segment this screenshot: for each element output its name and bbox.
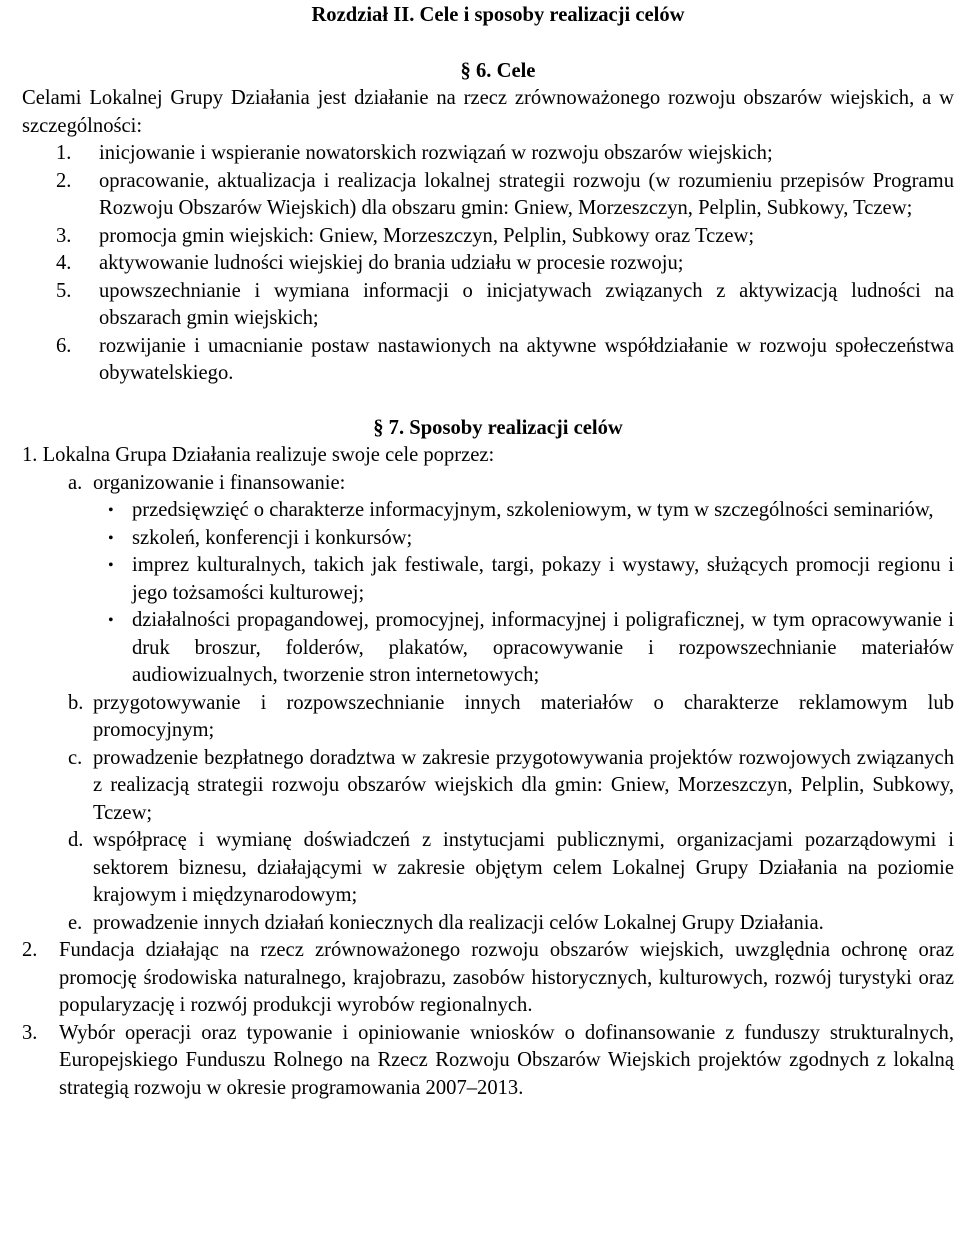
item-letter: d.	[68, 829, 84, 851]
item-number: 5.	[56, 279, 72, 302]
bullet-icon: •	[108, 529, 114, 547]
item-text: prowadzenie innych działań koniecznych dla realizacji celów Lokalnej Grupy Działania.	[93, 911, 824, 934]
item-letter: e.	[68, 911, 83, 934]
item-text: przygotowywanie i rozpowszechnianie innych materiałów o charakterze reklamowym lub promocyjnym;	[93, 691, 954, 741]
list-item	[22, 910, 954, 938]
numbered-paragraph	[22, 1020, 954, 1103]
item-text: upowszechnianie i wymiana informacji o inicjatywach związanych z aktywizacją ludności na obszarach gmin wiejskich;	[99, 279, 954, 329]
bullet-icon: •	[108, 612, 114, 629]
item-text: rozwijanie i umacnianie postaw nastawionych na aktywne współdziałanie w rozwoju społeczeństwa obywatelskiego.	[99, 334, 954, 384]
item-text: przedsięwzięć o charakterze informacyjnym, szkoleniowym, w tym w szczególności seminariów,	[132, 499, 934, 521]
section-7-title: § 7. Sposoby realizacji celów	[373, 416, 623, 439]
list-item	[22, 745, 954, 828]
methods-list	[22, 470, 954, 498]
list-item	[22, 250, 954, 278]
list-item	[22, 223, 954, 251]
section-7-lead: 1. Lokalna Grupa Działania realizuje swoje cele poprzez:	[22, 444, 495, 466]
item-text: imprez kulturalnych, takich jak festiwale, targi, pokazy i wystawy, służących promocji regionu i jego tożsamości kulturowej;	[132, 554, 954, 604]
item-text: aktywowanie ludności wiejskiej do brania udziału w procesie rozwoju;	[99, 252, 684, 274]
list-item	[22, 470, 954, 498]
item-letter: c.	[68, 746, 83, 769]
section-6-intro: Celami Lokalnej Grupy Działania jest działanie na rzecz zrównoważonego rozwoju obszarów wiejskich, a w szczególności:	[22, 87, 954, 137]
item-text: organizowanie i finansowanie:	[93, 471, 346, 494]
bullet-list	[22, 497, 954, 690]
item-letter: b.	[68, 691, 84, 714]
item-number: 3.	[56, 224, 72, 247]
document-page	[22, 0, 954, 1102]
list-item	[22, 827, 954, 910]
paragraph-text: Wybór operacji oraz typowanie i opiniowanie wniosków o dofinansowanie z funduszy strukturalnych, Europejskiego Funduszu Rolnego na Rzecz Rozwoju Obszarów Wiejskich projektów zgodnych z lokalną strategią rozwoju w okresie programowania 2007–2013.	[59, 1021, 954, 1099]
item-text: szkoleń, konferencji i konkursów;	[132, 526, 413, 549]
numbered-paragraphs	[22, 937, 954, 1102]
goals-list	[22, 140, 954, 388]
bullet-icon: •	[108, 502, 114, 519]
item-number: 4.	[56, 252, 72, 274]
item-number: 6.	[56, 334, 72, 357]
numbered-paragraph	[22, 937, 954, 1020]
chapter-title: Rozdział II. Cele i sposoby realizacji celów	[311, 4, 685, 26]
list-item	[22, 607, 954, 690]
list-item	[22, 333, 954, 388]
paragraph-number: 3.	[22, 1021, 38, 1044]
paragraph-text: Fundacja działając na rzecz zrównoważonego rozwoju obszarów wiejskich, uwzględnia ochronę oraz promocję środowiska naturalnego, krajobrazu, zasobów historycznych, kulturowych, rozwój turystyki oraz popularyzację i rozwój produkcji wyrobów regionalnych.	[59, 939, 954, 1016]
list-item	[22, 140, 954, 168]
paragraph-number: 2.	[22, 939, 38, 961]
list-item	[22, 278, 954, 333]
list-item	[22, 168, 954, 223]
item-number: 2.	[56, 169, 72, 192]
bullet-icon: •	[108, 557, 114, 574]
list-item	[22, 525, 954, 553]
list-item	[22, 552, 954, 607]
section-6-title: § 6. Cele	[460, 59, 536, 82]
item-text: inicjowanie i wspieranie nowatorskich rozwiązań w rozwoju obszarów wiejskich;	[99, 142, 773, 164]
methods-list-continued	[22, 690, 954, 938]
item-text: działalności propagandowej, promocyjnej, informacyjnej i poligraficznej, w tym opracowywanie i druk broszur, folderów, plakatów, opracowywanie i rozpowszechnianie materiałów audiowizualnych, tworzenie stron internetowych;	[132, 609, 954, 686]
item-text: promocja gmin wiejskich: Gniew, Morzeszczyn, Pelplin, Subkowy oraz Tczew;	[99, 224, 755, 247]
item-number: 1.	[56, 142, 72, 164]
list-item	[22, 690, 954, 745]
item-text: opracowanie, aktualizacja i realizacja lokalnej strategii rozwoju (w rozumieniu przepisów Programu Rozwoju Obszarów Wiejskich) dla obszaru gmin: Gniew, Morzeszczyn, Pelplin, Subkowy, Tczew;	[99, 169, 954, 219]
item-text: współpracę i wymianę doświadczeń z instytucjami publicznymi, organizacjami pozarządowymi i sektorem biznesu, działającymi w zakresie objętym celem Lokalnej Grupy Działania na poziomie krajowym i międzynarodowym;	[93, 829, 954, 906]
item-letter: a.	[68, 471, 83, 494]
list-item	[22, 497, 954, 525]
item-text: prowadzenie bezpłatnego doradztwa w zakresie przygotowywania projektów rozwojowych związanych z realizacją strategii rozwoju obszarów wiejskich dla gmin: Gniew, Morzeszczyn, Pelplin, Subkowy, Tczew;	[93, 746, 954, 824]
